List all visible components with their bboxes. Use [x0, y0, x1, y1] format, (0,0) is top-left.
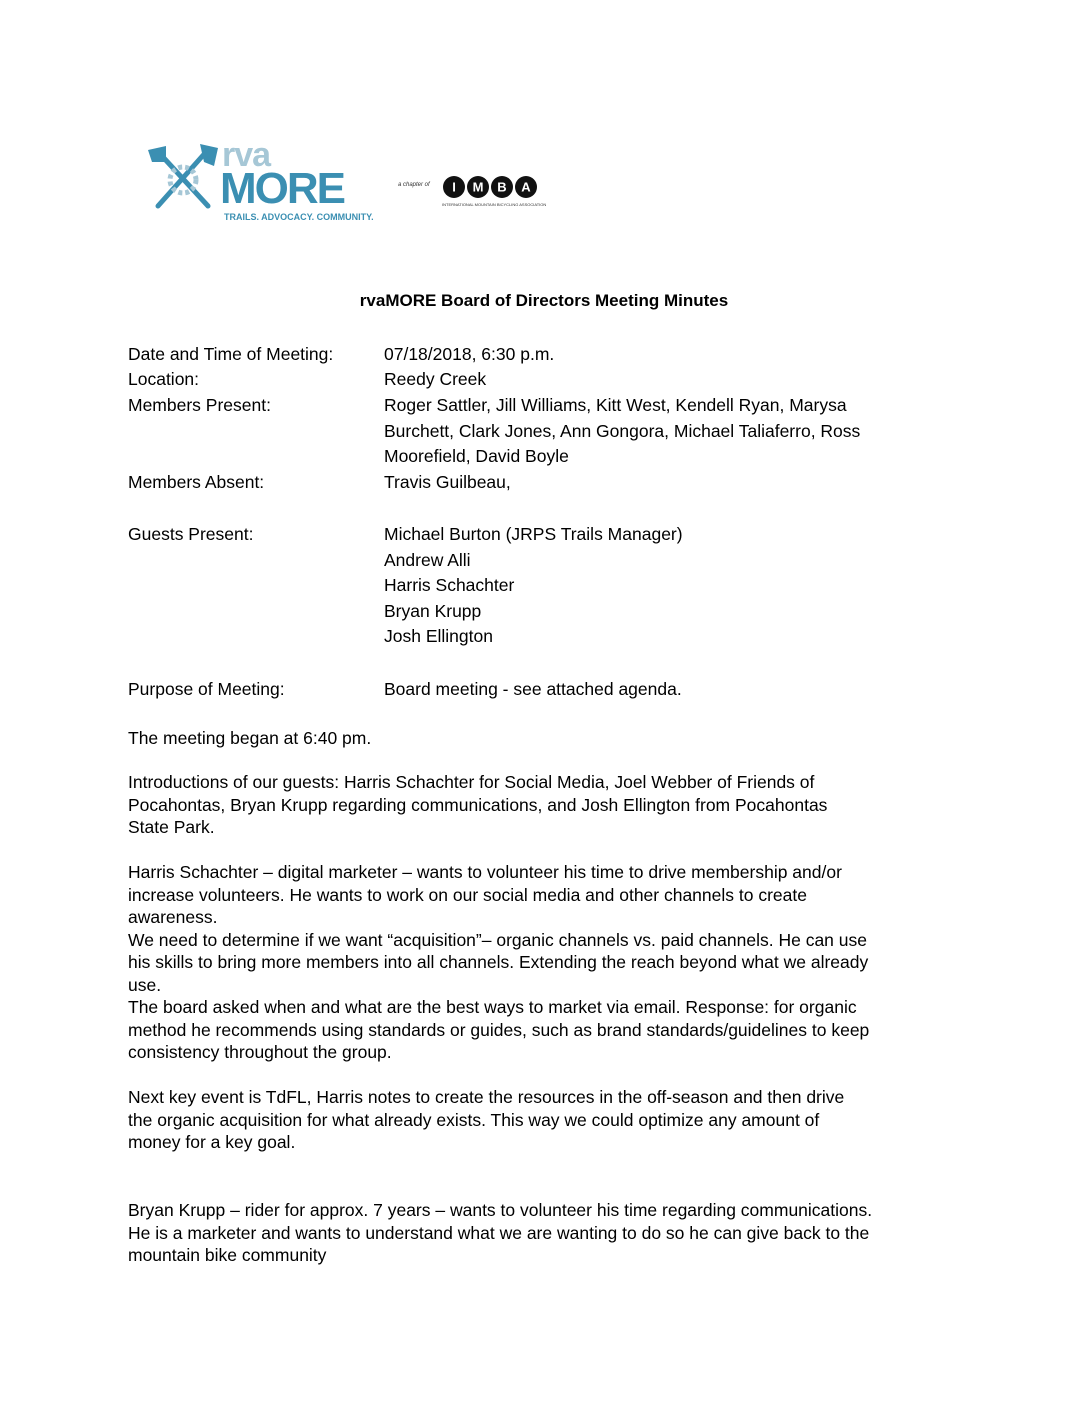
imba-letter: I [452, 179, 456, 195]
detail-value: Michael Burton (JRPS Trails Manager) Andrew Alli Harris Schachter Bryan Krupp Josh Ellington [384, 524, 683, 646]
paragraph-next-event: Next key event is TdFL, Harris notes to create the resources in the off-season and then drive the organic acquisition for what already exists. This way we could optimize any amount of money for a key goal. [128, 1087, 845, 1152]
detail-label: Date and Time of Meeting: [128, 344, 334, 364]
detail-value: Reedy Creek [384, 369, 487, 389]
brand-more-text: MORE [220, 164, 344, 213]
document-title: rvaMORE Board of Directors Meeting Minutes [359, 291, 729, 310]
paragraph-introductions: Introductions of our guests: Harris Schachter for Social Media, Joel Webber of Friends of Pocahontas, Bryan Krupp regarding communications, and Josh Ellington from Pocahontas State Park. [128, 772, 828, 837]
detail-value: Travis Guilbeau, [384, 472, 511, 492]
imba-subtitle: INTERNATIONAL MOUNTAIN BICYCLING ASSOCIATION [442, 202, 547, 207]
detail-label: Members Absent: [128, 472, 265, 492]
detail-value: Board meeting - see attached agenda. [384, 679, 682, 699]
paragraph-meeting-start: The meeting began at 6:40 pm. [128, 728, 372, 748]
paragraph-harris: Harris Schachter – digital marketer – wants to volunteer his time to drive membership and/or increase volunteers. He wants to work on our social media and other channels to create awareness. We need to determine if we want “acquisition”– organic channels vs. paid channels. He can use his skills to bring more members into all channels. Extending the reach beyond what we already use. The board asked when and what are the best ways to market via email. Response: for organic method he recommends using standards or guides, such as brand standards/guidelines to keep consistency throughout the group. [128, 862, 870, 1062]
detail-label: Location: [128, 369, 200, 389]
brand-tagline: TRAILS. ADVOCACY. COMMUNITY. [224, 212, 374, 222]
imba-letter: M [472, 179, 484, 195]
rvamore-logo [140, 136, 560, 230]
brand-rva-text: rva [222, 136, 271, 174]
paragraph-bryan: Bryan Krupp – rider for approx. 7 years – wants to volunteer his time regarding communications. He is a marketer and wants to understand what we are wanting to do so he can give back to the mountain bike community [128, 1200, 873, 1265]
imba-letter: B [497, 179, 507, 195]
axe-shovel-crest-icon [144, 142, 222, 214]
detail-value: Roger Sattler, Jill Williams, Kitt West, Kendell Ryan, Marysa Burchett, Clark Jones, Ann Gongora, Michael Taliaferro, Ross Moorefield, David Boyle [384, 395, 861, 466]
detail-label: Members Present: [128, 395, 271, 415]
detail-label: Purpose of Meeting: [128, 679, 285, 699]
imba-circles-icon [442, 174, 542, 200]
chapter-of-label: a chapter of [398, 182, 430, 188]
imba-letter: A [521, 179, 531, 195]
detail-value: 07/18/2018, 6:30 p.m. [384, 344, 555, 364]
imba-logo [442, 174, 547, 210]
detail-label: Guests Present: [128, 524, 254, 544]
